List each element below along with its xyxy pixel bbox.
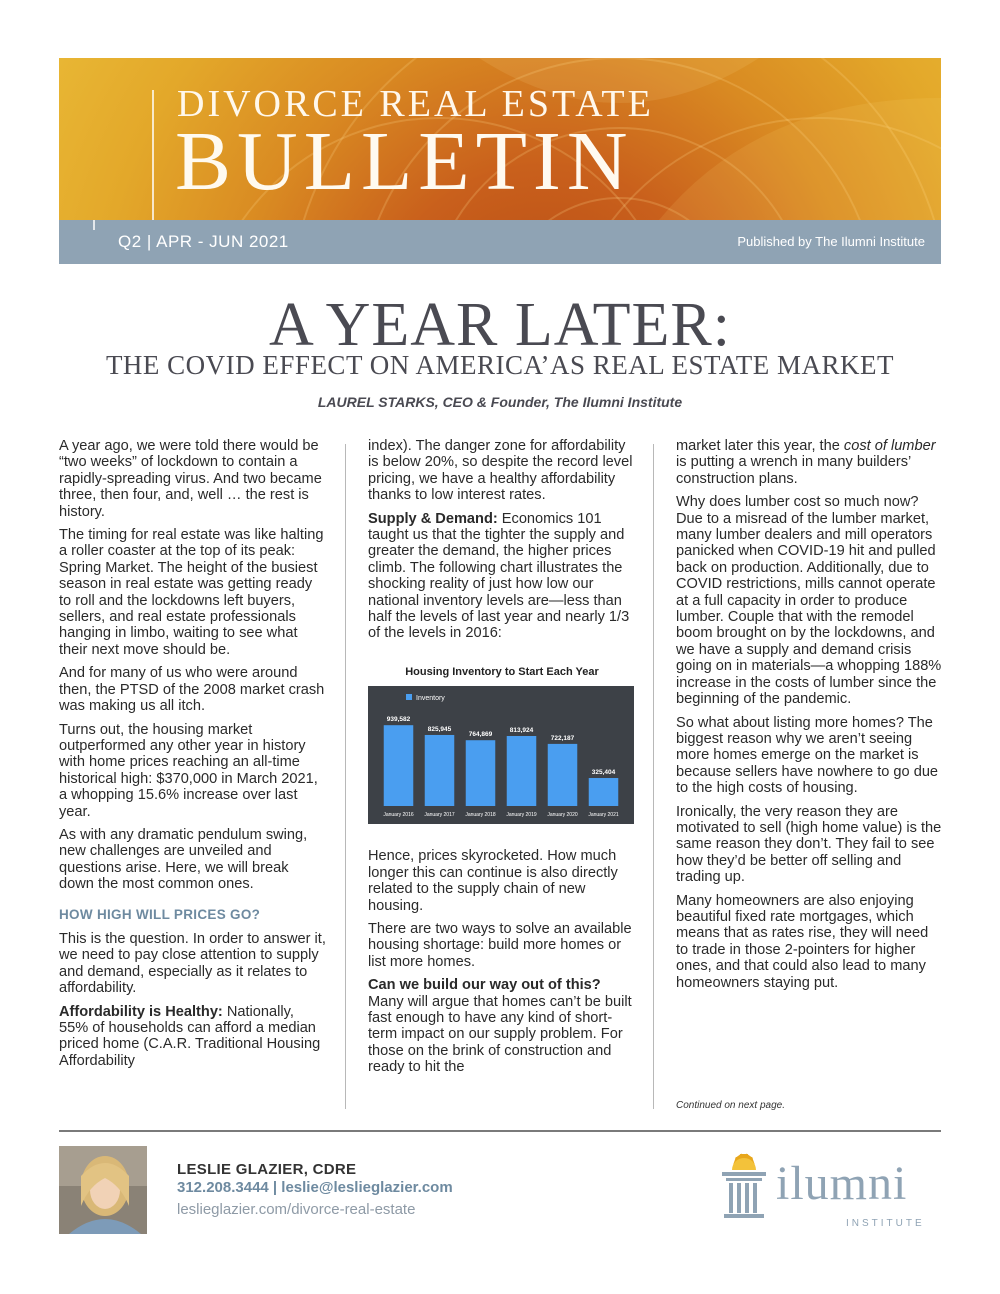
paragraph: Many will argue that homes can’t be built fast enough to have any kind of short-term impact on our supply problem. For those on the brink of construction and ready to hit the bbox=[368, 993, 632, 1076]
legend-label: Inventory bbox=[416, 695, 445, 703]
data-label: 764,869 bbox=[468, 731, 493, 739]
x-tick-label: January 2018 bbox=[465, 812, 496, 819]
x-tick-label: January 2020 bbox=[547, 812, 578, 819]
data-label: 722,187 bbox=[550, 735, 575, 743]
chart-bar bbox=[425, 735, 455, 806]
infobar-divider bbox=[93, 220, 95, 230]
paragraph: Hence, prices skyrocketed. How much longer this can continue is also directly related to the supply chain of new housing. bbox=[368, 848, 618, 914]
paragraph-body: market later this year, the bbox=[676, 438, 844, 454]
article-byline: LAUREL STARKS, CEO & Founder, The Ilumni Institute bbox=[317, 394, 683, 410]
paragraph-body: Economics 101 taught us that the tighter the supply and greater the demand, the higher prices climb. The following chart illustrates the shocking reality of just how low our national inventory levels are—less than half the levels of last year and nearly 1/3 of the levels in 2016: bbox=[368, 510, 630, 642]
question-text: Can we build our way out of this? bbox=[368, 977, 601, 994]
paragraph-lead: Affordability is Healthy: bbox=[59, 1003, 223, 1020]
column-divider bbox=[653, 444, 654, 1109]
agent-contact[interactable]: 312.208.3444 | leslie@leslieglazier.com bbox=[177, 1179, 453, 1196]
paragraph-lead: Supply & Demand: bbox=[368, 510, 498, 527]
emphasis-text: cost of lumber bbox=[843, 438, 936, 454]
agent-name: LESLIE GLAZIER, CDRE bbox=[177, 1161, 357, 1178]
chart-bar bbox=[466, 741, 496, 807]
legend-swatch bbox=[406, 694, 412, 700]
paragraph-body: Nationally, 55% of households can afford a median priced home (C.A.R. Traditional Housing Affordability bbox=[59, 1003, 321, 1069]
inventory-bar-chart bbox=[368, 686, 634, 824]
paragraph: And for many of us who were around then, the PTSD of the 2008 market crash was making us all itch. bbox=[59, 665, 325, 715]
paragraph: Ironically, the very reason they are motivated to sell (high home value) is the same reason they don’t. They fail to see how they’d be better off selling and trading up. bbox=[676, 803, 942, 886]
footer-divider bbox=[59, 1130, 941, 1132]
column-1 bbox=[59, 438, 327, 1076]
data-label: 325,404 bbox=[591, 769, 616, 777]
paragraph: The timing for real estate was like halting a roller coaster at the top of its peak: Spring Market. The height of the busiest season in real estate was getting ready to roll and the lockdowns left buyers, sellers, and real estate professionals hanging in limbo, waiting to see what their next move should be. bbox=[59, 527, 324, 658]
data-label: 825,945 bbox=[427, 726, 452, 734]
chart-bar bbox=[589, 778, 619, 806]
paragraph bbox=[368, 511, 636, 642]
issue-date: Q2 | APR - JUN 2021 bbox=[118, 232, 289, 251]
column-2 bbox=[368, 438, 636, 1083]
chart-bar bbox=[384, 725, 414, 806]
paragraph: There are two ways to solve an available housing shortage: build more homes or list more homes. bbox=[368, 920, 632, 970]
banner-title: BULLETIN bbox=[175, 115, 634, 208]
article-subhead: THE COVID EFFECT ON AMERICA’AS REAL ESTATE MARKET bbox=[105, 350, 895, 380]
continued-note: Continued on next page. bbox=[676, 1100, 785, 1111]
chart-bar bbox=[548, 744, 578, 806]
agent-photo bbox=[59, 1146, 147, 1234]
paragraph: index). The danger zone for affordability is below 20%, so despite the record level pricing, we have a healthy affordability thanks to low interest rates. bbox=[368, 438, 633, 504]
paragraph: Why does lumber cost so much now? Due to a misread of the lumber market, many lumber dealers and mill operators panicked when COVID-19 hit and pulled back on production. Additionally, due to COVID restrictions, mills cannot operate at a full capacity in order to produce lumber. Couple that with the remodel boom brought on by the lockdowns, and we have a supply and demand crisis going on in materials—a whopping 188% increase in the costs of lumber since the beginning of the pandemic. bbox=[676, 494, 942, 708]
paragraph: So what about listing more homes? The biggest reason why we aren’t seeing more homes emerge on the market is because sellers have nowhere to go due to the high costs of housing. bbox=[676, 714, 939, 797]
publisher-credit: Published by The Ilumni Institute bbox=[737, 234, 925, 249]
paragraph-body: is putting a wrench in many builders’ construction plans. bbox=[676, 454, 911, 487]
paragraph: Many homeowners are also enjoying beautiful fixed rate mortgages, which means that as rates rise, they will need to trade in those 2-pointers for higher ones, and that could also lead to many homeowners staying put. bbox=[676, 892, 929, 991]
ilumni-logo bbox=[716, 1148, 944, 1232]
masthead-banner bbox=[59, 58, 941, 220]
column-3 bbox=[676, 438, 944, 998]
paragraph: As with any dramatic pendulum swing, new challenges are unveiled and questions arise. Here, we will break down the most common ones. bbox=[59, 826, 308, 893]
question-heading bbox=[368, 977, 636, 993]
section-heading: HOW HIGH WILL PRICES GO? bbox=[59, 906, 261, 922]
paragraph bbox=[676, 438, 944, 487]
data-label: 939,582 bbox=[386, 716, 411, 724]
agent-portrait-image bbox=[59, 1146, 147, 1234]
banner-divider bbox=[152, 90, 154, 220]
agent-website[interactable]: leslieglazier.com/divorce-real-estate bbox=[177, 1201, 416, 1218]
logo-wordmark: ilumni bbox=[776, 1157, 908, 1210]
issue-info-bar bbox=[59, 220, 941, 264]
paragraph: This is the question. In order to answer it, we need to pay close attention to supply and demand, especially as it relates to affordability. bbox=[59, 930, 326, 997]
data-label: 813,924 bbox=[509, 727, 534, 735]
banner-kicker: DIVORCE REAL ESTATE bbox=[177, 83, 654, 125]
x-tick-label: January 2021 bbox=[588, 812, 619, 819]
x-tick-label: January 2016 bbox=[383, 812, 414, 819]
inventory-chart bbox=[368, 664, 636, 824]
column-divider bbox=[345, 444, 346, 1109]
logo-subtitle: INSTITUTE bbox=[846, 1218, 925, 1229]
paragraph: A year ago, we were told there would be “two weeks” of lockdown to contain a rapidly-spreading virus. And two became three, then four, and, well … the rest is history. bbox=[59, 438, 322, 520]
x-tick-label: January 2019 bbox=[506, 812, 537, 819]
article-headline: A YEAR LATER: bbox=[269, 291, 731, 359]
chart-bar bbox=[507, 736, 537, 806]
paragraph bbox=[59, 1004, 327, 1070]
paragraph: Turns out, the housing market outperformed any other year in history with home prices reaching an all-time historical high: $370,000 in March 2021, a whopping 15.6% increase over last year. bbox=[59, 721, 318, 820]
x-tick-label: January 2017 bbox=[424, 812, 455, 819]
chart-title: Housing Inventory to Start Each Year bbox=[405, 665, 599, 678]
